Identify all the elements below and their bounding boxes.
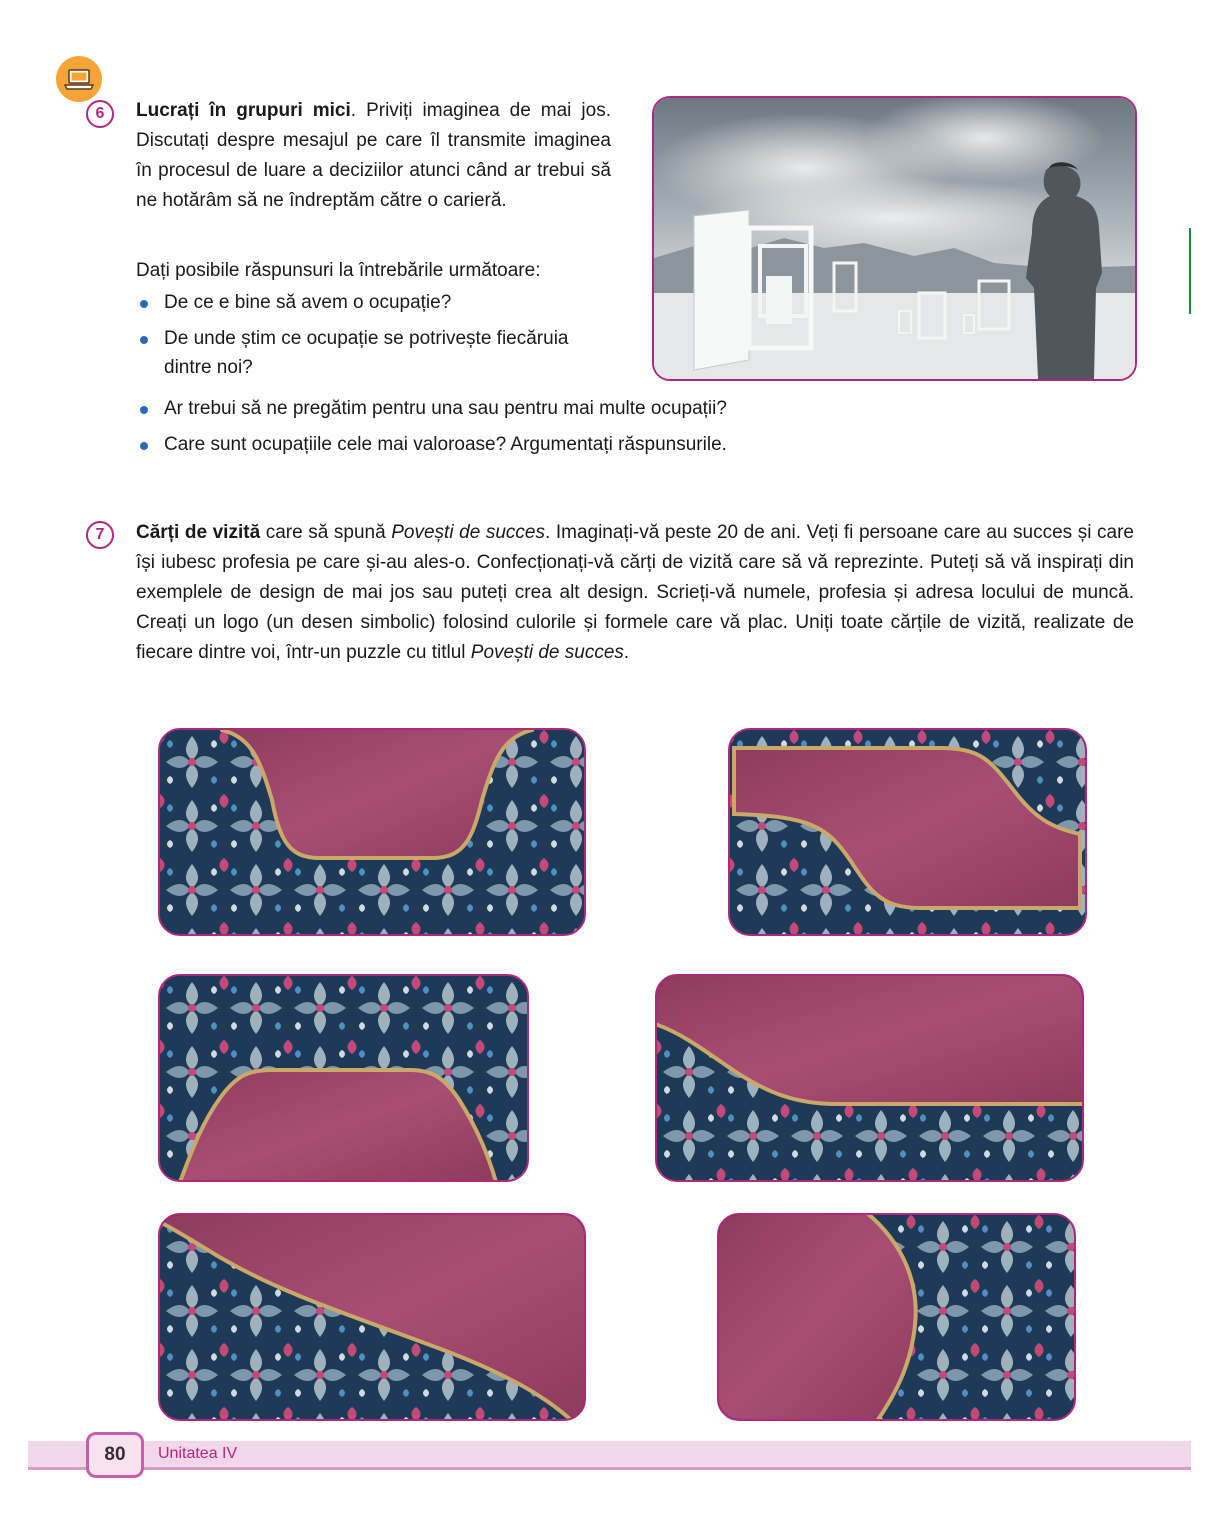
question-1: De ce e bine să avem o ocupație? — [136, 288, 611, 317]
business-card-5 — [158, 1213, 586, 1421]
exercise-6-number: 6 — [86, 100, 114, 128]
business-card-3 — [158, 974, 529, 1182]
footer-line — [28, 1467, 1191, 1470]
unit-label: Unitatea IV — [158, 1445, 238, 1462]
business-card-1 — [158, 728, 586, 936]
exercise-7-text — [136, 518, 1134, 668]
page-number: 80 — [86, 1432, 144, 1478]
question-2: De unde știm ce ocupație se potrivește fiecăruia dintre noi? — [136, 324, 611, 382]
question-4: Care sunt ocupațiile cele mai valoroase? Argumentați răspunsurile. — [136, 430, 936, 459]
exercise-7-text-part3: . — [623, 642, 630, 663]
side-mark — [1189, 228, 1191, 314]
exercise-6-title: Lucrați în grupuri mici — [136, 100, 351, 121]
exercise-7-italic2: Povești de succes — [470, 642, 624, 663]
exercise-6-text: . Priviți imaginea de mai jos. Discutați despre mesajul pe care îl transmite imaginea în procesul de luare a deciziilor atunci când ar trebui să ne hotărâm să ne îndreptăm către o carieră. — [136, 100, 611, 211]
question-3: Ar trebui să ne pregătim pentru una sau pentru mai multe ocupații? — [136, 394, 936, 423]
doors-photo — [652, 96, 1137, 381]
laptop-icon — [56, 56, 102, 102]
exercise-6-questions-bottom — [136, 394, 936, 459]
business-card-2 — [728, 728, 1087, 936]
exercise-6-prompt: Dați posibile răspunsuri la întrebările următoare: — [136, 260, 541, 281]
exercise-7-italic1: Povești de succes — [391, 522, 545, 543]
exercise-7-text-part2: . Imaginați-vă peste 20 de ani. Veți fi persoane care au succes și care își iubesc profesia pe care și-au ales-o. Confecționați-vă cărți de vizită care să vă reprezinte. Puteți să vă inspirați din exemplele de design de mai jos sau puteți crea alt design. Scrieți-vă numele, profesia și adresa locului de muncă. Creați un logo (un desen simbolic) folosind culorile și formele care vă plac. Uniți toate cărțile de vizită, realizate de fiecare dintre voi, într-un puzzle cu titlul — [136, 522, 1134, 663]
business-card-6 — [717, 1213, 1076, 1421]
exercise-6-intro — [136, 96, 611, 216]
exercise-6-questions-top — [136, 288, 611, 382]
exercise-7-title: Cărți de vizită — [136, 522, 261, 543]
business-card-4 — [655, 974, 1084, 1182]
exercise-7-number: 7 — [86, 521, 114, 549]
exercise-7-text-part1: care să spună — [260, 522, 392, 543]
